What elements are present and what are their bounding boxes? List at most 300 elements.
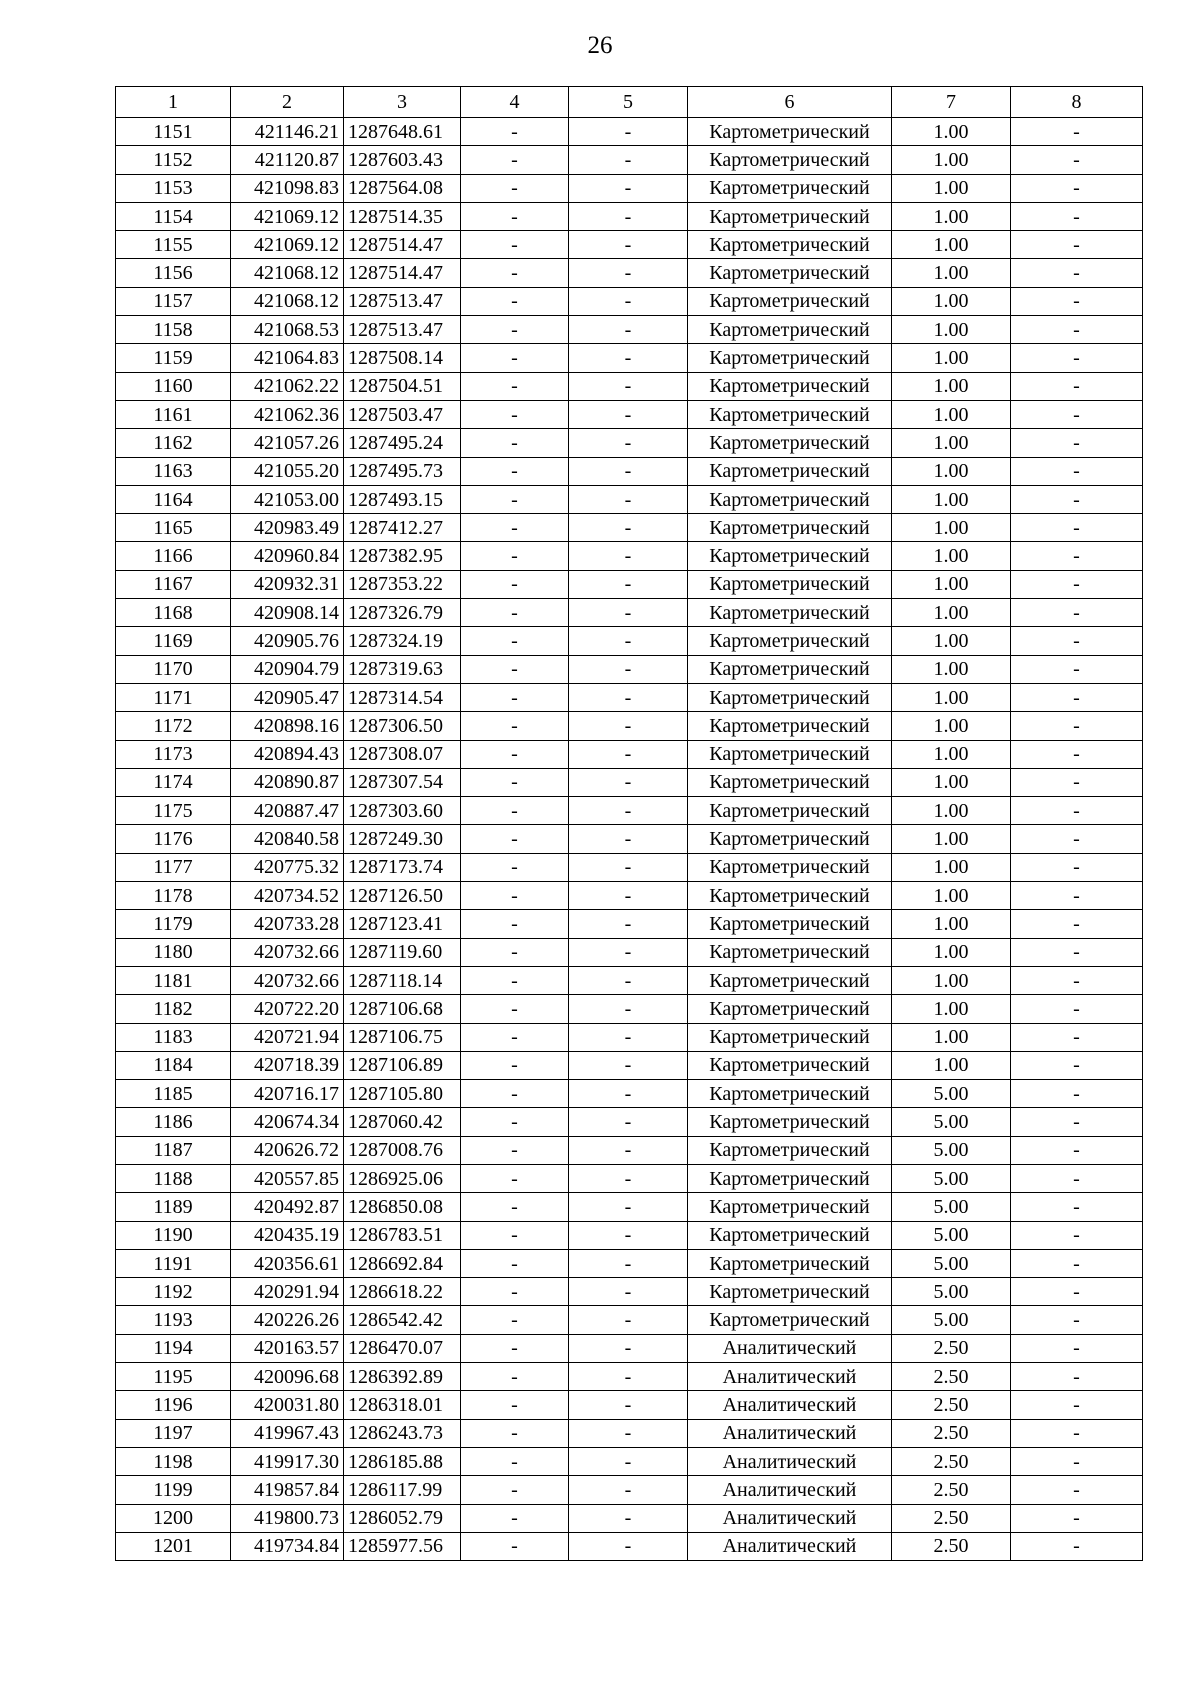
col-5-value: - <box>569 627 688 655</box>
table-row <box>116 174 1143 202</box>
col-5-value: - <box>569 797 688 825</box>
y-coordinate: 1287503.47 <box>344 400 461 428</box>
col-5-value: - <box>569 316 688 344</box>
accuracy-cell: 1.00 <box>892 231 1011 259</box>
col-8-value: - <box>1011 1249 1143 1277</box>
col-4-value: - <box>461 797 569 825</box>
column-header-1: 1 <box>116 87 231 118</box>
y-coordinate: 1287382.95 <box>344 542 461 570</box>
method-cell: Картометрический <box>688 202 892 230</box>
y-coordinate: 1287319.63 <box>344 655 461 683</box>
x-coordinate: 421098.83 <box>231 174 344 202</box>
method-cell: Аналитический <box>688 1391 892 1419</box>
method-cell: Картометрический <box>688 1193 892 1221</box>
col-4-value: - <box>461 570 569 598</box>
table-row <box>116 1306 1143 1334</box>
method-cell: Картометрический <box>688 542 892 570</box>
point-number: 1199 <box>116 1476 231 1504</box>
col-8-value: - <box>1011 1532 1143 1560</box>
col-8-value: - <box>1011 740 1143 768</box>
col-4-value: - <box>461 316 569 344</box>
x-coordinate: 419857.84 <box>231 1476 344 1504</box>
y-coordinate: 1287123.41 <box>344 910 461 938</box>
accuracy-cell: 2.50 <box>892 1419 1011 1447</box>
table-row <box>116 1051 1143 1079</box>
x-coordinate: 421055.20 <box>231 457 344 485</box>
y-coordinate: 1287106.68 <box>344 995 461 1023</box>
accuracy-cell: 1.00 <box>892 599 1011 627</box>
x-coordinate: 420732.66 <box>231 966 344 994</box>
col-4-value: - <box>461 202 569 230</box>
col-5-value: - <box>569 1108 688 1136</box>
y-coordinate: 1287173.74 <box>344 853 461 881</box>
x-coordinate: 421062.22 <box>231 372 344 400</box>
method-cell: Картометрический <box>688 429 892 457</box>
accuracy-cell: 5.00 <box>892 1080 1011 1108</box>
x-coordinate: 419967.43 <box>231 1419 344 1447</box>
col-5-value: - <box>569 118 688 146</box>
col-8-value: - <box>1011 202 1143 230</box>
y-coordinate: 1286318.01 <box>344 1391 461 1419</box>
y-coordinate: 1286052.79 <box>344 1504 461 1532</box>
col-5-value: - <box>569 1334 688 1362</box>
y-coordinate: 1287126.50 <box>344 882 461 910</box>
col-8-value: - <box>1011 825 1143 853</box>
method-cell: Картометрический <box>688 316 892 344</box>
point-number: 1164 <box>116 485 231 513</box>
point-number: 1197 <box>116 1419 231 1447</box>
col-8-value: - <box>1011 1278 1143 1306</box>
point-number: 1166 <box>116 542 231 570</box>
col-5-value: - <box>569 1278 688 1306</box>
table-row <box>116 1193 1143 1221</box>
accuracy-cell: 5.00 <box>892 1108 1011 1136</box>
point-number: 1185 <box>116 1080 231 1108</box>
col-5-value: - <box>569 853 688 881</box>
table-row <box>116 1080 1143 1108</box>
col-4-value: - <box>461 1221 569 1249</box>
col-4-value: - <box>461 1080 569 1108</box>
table-row <box>116 316 1143 344</box>
method-cell: Картометрический <box>688 740 892 768</box>
point-number: 1160 <box>116 372 231 400</box>
y-coordinate: 1287060.42 <box>344 1108 461 1136</box>
accuracy-cell: 1.00 <box>892 627 1011 655</box>
col-8-value: - <box>1011 938 1143 966</box>
point-number: 1186 <box>116 1108 231 1136</box>
col-4-value: - <box>461 1136 569 1164</box>
table-row <box>116 1164 1143 1192</box>
point-number: 1195 <box>116 1363 231 1391</box>
table-row <box>116 1136 1143 1164</box>
y-coordinate: 1287118.14 <box>344 966 461 994</box>
accuracy-cell: 1.00 <box>892 118 1011 146</box>
col-4-value: - <box>461 1334 569 1362</box>
col-5-value: - <box>569 1476 688 1504</box>
column-header-2: 2 <box>231 87 344 118</box>
method-cell: Картометрический <box>688 118 892 146</box>
point-number: 1196 <box>116 1391 231 1419</box>
x-coordinate: 420960.84 <box>231 542 344 570</box>
col-8-value: - <box>1011 1447 1143 1475</box>
accuracy-cell: 2.50 <box>892 1391 1011 1419</box>
table-row <box>116 1108 1143 1136</box>
col-8-value: - <box>1011 1023 1143 1051</box>
accuracy-cell: 1.00 <box>892 797 1011 825</box>
accuracy-cell: 2.50 <box>892 1334 1011 1362</box>
method-cell: Картометрический <box>688 344 892 372</box>
accuracy-cell: 5.00 <box>892 1164 1011 1192</box>
col-5-value: - <box>569 995 688 1023</box>
accuracy-cell: 1.00 <box>892 995 1011 1023</box>
col-5-value: - <box>569 202 688 230</box>
col-8-value: - <box>1011 683 1143 711</box>
col-4-value: - <box>461 457 569 485</box>
x-coordinate: 420887.47 <box>231 797 344 825</box>
accuracy-cell: 1.00 <box>892 316 1011 344</box>
col-4-value: - <box>461 1504 569 1532</box>
x-coordinate: 420721.94 <box>231 1023 344 1051</box>
col-8-value: - <box>1011 1164 1143 1192</box>
method-cell: Аналитический <box>688 1334 892 1362</box>
col-5-value: - <box>569 287 688 315</box>
method-cell: Картометрический <box>688 599 892 627</box>
x-coordinate: 420226.26 <box>231 1306 344 1334</box>
y-coordinate: 1287508.14 <box>344 344 461 372</box>
col-8-value: - <box>1011 570 1143 598</box>
accuracy-cell: 1.00 <box>892 910 1011 938</box>
col-8-value: - <box>1011 882 1143 910</box>
x-coordinate: 421057.26 <box>231 429 344 457</box>
x-coordinate: 420291.94 <box>231 1278 344 1306</box>
col-5-value: - <box>569 1249 688 1277</box>
point-number: 1182 <box>116 995 231 1023</box>
method-cell: Аналитический <box>688 1363 892 1391</box>
y-coordinate: 1286542.42 <box>344 1306 461 1334</box>
accuracy-cell: 2.50 <box>892 1476 1011 1504</box>
accuracy-cell: 1.00 <box>892 712 1011 740</box>
col-5-value: - <box>569 1221 688 1249</box>
table-row <box>116 740 1143 768</box>
accuracy-cell: 5.00 <box>892 1193 1011 1221</box>
col-8-value: - <box>1011 995 1143 1023</box>
col-4-value: - <box>461 1278 569 1306</box>
method-cell: Аналитический <box>688 1504 892 1532</box>
point-number: 1183 <box>116 1023 231 1051</box>
col-5-value: - <box>569 825 688 853</box>
col-4-value: - <box>461 740 569 768</box>
method-cell: Картометрический <box>688 938 892 966</box>
column-header-3: 3 <box>344 87 461 118</box>
x-coordinate: 420840.58 <box>231 825 344 853</box>
table-row <box>116 570 1143 598</box>
col-4-value: - <box>461 1447 569 1475</box>
col-8-value: - <box>1011 259 1143 287</box>
col-8-value: - <box>1011 1334 1143 1362</box>
method-cell: Картометрический <box>688 655 892 683</box>
accuracy-cell: 1.00 <box>892 570 1011 598</box>
col-4-value: - <box>461 995 569 1023</box>
table-row <box>116 202 1143 230</box>
col-8-value: - <box>1011 1504 1143 1532</box>
col-8-value: - <box>1011 344 1143 372</box>
point-number: 1198 <box>116 1447 231 1475</box>
point-number: 1172 <box>116 712 231 740</box>
accuracy-cell: 5.00 <box>892 1136 1011 1164</box>
col-5-value: - <box>569 1419 688 1447</box>
method-cell: Картометрический <box>688 570 892 598</box>
table-row <box>116 1447 1143 1475</box>
accuracy-cell: 1.00 <box>892 1051 1011 1079</box>
x-coordinate: 420894.43 <box>231 740 344 768</box>
accuracy-cell: 2.50 <box>892 1532 1011 1560</box>
y-coordinate: 1287504.51 <box>344 372 461 400</box>
col-5-value: - <box>569 1391 688 1419</box>
coordinates-table <box>115 86 1143 1561</box>
col-4-value: - <box>461 882 569 910</box>
point-number: 1157 <box>116 287 231 315</box>
y-coordinate: 1287008.76 <box>344 1136 461 1164</box>
col-4-value: - <box>461 712 569 740</box>
accuracy-cell: 1.00 <box>892 287 1011 315</box>
col-4-value: - <box>461 683 569 711</box>
y-coordinate: 1286850.08 <box>344 1193 461 1221</box>
col-5-value: - <box>569 457 688 485</box>
y-coordinate: 1287513.47 <box>344 316 461 344</box>
col-8-value: - <box>1011 1193 1143 1221</box>
x-coordinate: 420905.76 <box>231 627 344 655</box>
point-number: 1165 <box>116 514 231 542</box>
accuracy-cell: 5.00 <box>892 1249 1011 1277</box>
x-coordinate: 419800.73 <box>231 1504 344 1532</box>
col-8-value: - <box>1011 400 1143 428</box>
point-number: 1159 <box>116 344 231 372</box>
y-coordinate: 1287308.07 <box>344 740 461 768</box>
col-4-value: - <box>461 1419 569 1447</box>
col-8-value: - <box>1011 1476 1143 1504</box>
accuracy-cell: 2.50 <box>892 1363 1011 1391</box>
x-coordinate: 421068.12 <box>231 259 344 287</box>
point-number: 1180 <box>116 938 231 966</box>
col-4-value: - <box>461 146 569 174</box>
col-4-value: - <box>461 910 569 938</box>
method-cell: Картометрический <box>688 882 892 910</box>
x-coordinate: 421120.87 <box>231 146 344 174</box>
method-cell: Картометрический <box>688 1080 892 1108</box>
table-row <box>116 344 1143 372</box>
method-cell: Картометрический <box>688 797 892 825</box>
accuracy-cell: 1.00 <box>892 202 1011 230</box>
accuracy-cell: 1.00 <box>892 372 1011 400</box>
method-cell: Картометрический <box>688 853 892 881</box>
method-cell: Картометрический <box>688 995 892 1023</box>
accuracy-cell: 1.00 <box>892 740 1011 768</box>
col-8-value: - <box>1011 146 1143 174</box>
y-coordinate: 1286783.51 <box>344 1221 461 1249</box>
col-5-value: - <box>569 1193 688 1221</box>
col-4-value: - <box>461 259 569 287</box>
x-coordinate: 420905.47 <box>231 683 344 711</box>
method-cell: Картометрический <box>688 1249 892 1277</box>
col-8-value: - <box>1011 768 1143 796</box>
table-row <box>116 797 1143 825</box>
method-cell: Аналитический <box>688 1447 892 1475</box>
y-coordinate: 1287514.35 <box>344 202 461 230</box>
method-cell: Картометрический <box>688 966 892 994</box>
col-4-value: - <box>461 938 569 966</box>
col-5-value: - <box>569 966 688 994</box>
col-8-value: - <box>1011 627 1143 655</box>
col-4-value: - <box>461 372 569 400</box>
x-coordinate: 420733.28 <box>231 910 344 938</box>
accuracy-cell: 1.00 <box>892 683 1011 711</box>
method-cell: Картометрический <box>688 1306 892 1334</box>
col-4-value: - <box>461 1476 569 1504</box>
x-coordinate: 421062.36 <box>231 400 344 428</box>
y-coordinate: 1287303.60 <box>344 797 461 825</box>
col-4-value: - <box>461 1108 569 1136</box>
point-number: 1158 <box>116 316 231 344</box>
point-number: 1179 <box>116 910 231 938</box>
point-number: 1192 <box>116 1278 231 1306</box>
col-5-value: - <box>569 712 688 740</box>
y-coordinate: 1286117.99 <box>344 1476 461 1504</box>
x-coordinate: 420031.80 <box>231 1391 344 1419</box>
point-number: 1161 <box>116 400 231 428</box>
x-coordinate: 419917.30 <box>231 1447 344 1475</box>
table-row <box>116 400 1143 428</box>
y-coordinate: 1287603.43 <box>344 146 461 174</box>
x-coordinate: 420734.52 <box>231 882 344 910</box>
point-number: 1201 <box>116 1532 231 1560</box>
accuracy-cell: 1.00 <box>892 485 1011 513</box>
x-coordinate: 420626.72 <box>231 1136 344 1164</box>
point-number: 1193 <box>116 1306 231 1334</box>
y-coordinate: 1287105.80 <box>344 1080 461 1108</box>
table-row <box>116 118 1143 146</box>
col-4-value: - <box>461 231 569 259</box>
col-4-value: - <box>461 429 569 457</box>
x-coordinate: 420096.68 <box>231 1363 344 1391</box>
table-row <box>116 938 1143 966</box>
col-5-value: - <box>569 1532 688 1560</box>
accuracy-cell: 1.00 <box>892 457 1011 485</box>
table-row <box>116 429 1143 457</box>
y-coordinate: 1287514.47 <box>344 259 461 287</box>
table-row <box>116 1334 1143 1362</box>
col-8-value: - <box>1011 1363 1143 1391</box>
table-row <box>116 146 1143 174</box>
accuracy-cell: 2.50 <box>892 1504 1011 1532</box>
column-header-4: 4 <box>461 87 569 118</box>
table-row <box>116 514 1143 542</box>
col-8-value: - <box>1011 316 1143 344</box>
y-coordinate: 1286692.84 <box>344 1249 461 1277</box>
col-5-value: - <box>569 938 688 966</box>
accuracy-cell: 5.00 <box>892 1278 1011 1306</box>
method-cell: Картометрический <box>688 1051 892 1079</box>
point-number: 1155 <box>116 231 231 259</box>
accuracy-cell: 1.00 <box>892 400 1011 428</box>
y-coordinate: 1287249.30 <box>344 825 461 853</box>
y-coordinate: 1287412.27 <box>344 514 461 542</box>
col-5-value: - <box>569 570 688 598</box>
table-row <box>116 599 1143 627</box>
y-coordinate: 1286392.89 <box>344 1363 461 1391</box>
point-number: 1181 <box>116 966 231 994</box>
col-8-value: - <box>1011 514 1143 542</box>
method-cell: Аналитический <box>688 1419 892 1447</box>
point-number: 1170 <box>116 655 231 683</box>
x-coordinate: 420492.87 <box>231 1193 344 1221</box>
method-cell: Картометрический <box>688 768 892 796</box>
y-coordinate: 1286470.07 <box>344 1334 461 1362</box>
table-row <box>116 627 1143 655</box>
col-4-value: - <box>461 1249 569 1277</box>
method-cell: Картометрический <box>688 372 892 400</box>
accuracy-cell: 1.00 <box>892 542 1011 570</box>
x-coordinate: 421068.53 <box>231 316 344 344</box>
accuracy-cell: 1.00 <box>892 429 1011 457</box>
y-coordinate: 1286185.88 <box>344 1447 461 1475</box>
accuracy-cell: 1.00 <box>892 966 1011 994</box>
point-number: 1177 <box>116 853 231 881</box>
table-row <box>116 457 1143 485</box>
col-5-value: - <box>569 1023 688 1051</box>
col-4-value: - <box>461 599 569 627</box>
x-coordinate: 420356.61 <box>231 1249 344 1277</box>
col-5-value: - <box>569 1136 688 1164</box>
col-8-value: - <box>1011 372 1143 400</box>
col-5-value: - <box>569 910 688 938</box>
y-coordinate: 1287306.50 <box>344 712 461 740</box>
method-cell: Аналитический <box>688 1532 892 1560</box>
point-number: 1169 <box>116 627 231 655</box>
table-row <box>116 768 1143 796</box>
col-8-value: - <box>1011 429 1143 457</box>
col-5-value: - <box>569 1080 688 1108</box>
point-number: 1173 <box>116 740 231 768</box>
y-coordinate: 1287564.08 <box>344 174 461 202</box>
col-4-value: - <box>461 542 569 570</box>
x-coordinate: 421069.12 <box>231 202 344 230</box>
col-4-value: - <box>461 1391 569 1419</box>
method-cell: Картометрический <box>688 1278 892 1306</box>
point-number: 1187 <box>116 1136 231 1164</box>
col-8-value: - <box>1011 599 1143 627</box>
table-body <box>116 118 1143 1561</box>
col-4-value: - <box>461 1023 569 1051</box>
x-coordinate: 420775.32 <box>231 853 344 881</box>
accuracy-cell: 1.00 <box>892 174 1011 202</box>
col-5-value: - <box>569 372 688 400</box>
col-4-value: - <box>461 627 569 655</box>
col-4-value: - <box>461 966 569 994</box>
column-header-5: 5 <box>569 87 688 118</box>
x-coordinate: 421146.21 <box>231 118 344 146</box>
point-number: 1188 <box>116 1164 231 1192</box>
method-cell: Картометрический <box>688 1136 892 1164</box>
col-4-value: - <box>461 1051 569 1079</box>
col-4-value: - <box>461 514 569 542</box>
col-5-value: - <box>569 683 688 711</box>
y-coordinate: 1287514.47 <box>344 231 461 259</box>
y-coordinate: 1287648.61 <box>344 118 461 146</box>
method-cell: Картометрический <box>688 712 892 740</box>
accuracy-cell: 1.00 <box>892 853 1011 881</box>
col-8-value: - <box>1011 655 1143 683</box>
col-4-value: - <box>461 825 569 853</box>
